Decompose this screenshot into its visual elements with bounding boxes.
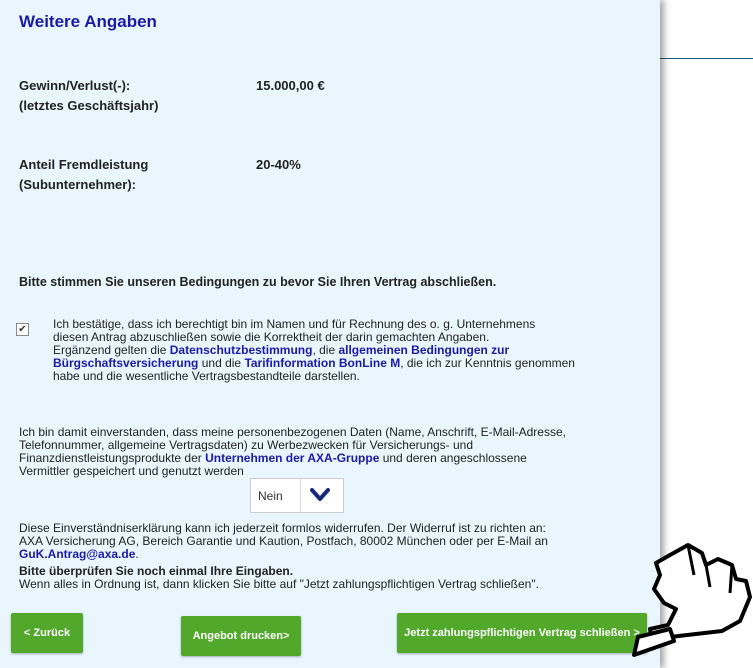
revocation-text-part: . <box>135 547 139 561</box>
marketing-line: Vermittler gespeichert und genutzt werden <box>19 464 244 478</box>
consent-heading: Bitte stimmen Sie unseren Bedingungen zu bevor Sie Ihren Vertrag abschließen. <box>19 275 497 289</box>
select-value: Nein <box>258 489 283 503</box>
field-label-line: (Subunternehmer): <box>19 177 136 192</box>
field-label-subcontractor <box>19 155 148 195</box>
marketing-text-part: und deren angeschlossene <box>379 451 527 465</box>
field-value-subcontractor: 20-40% <box>256 157 301 172</box>
tariff-info-link[interactable]: Tarifinformation BonLine M <box>244 356 401 370</box>
field-label-profit <box>19 76 158 116</box>
review-heading: Bitte überprüfen Sie noch einmal Ihre Eingaben. <box>19 564 294 578</box>
print-offer-button[interactable]: Angebot drucken> <box>181 616 301 656</box>
field-label-line: Gewinn/Verlust(-): <box>19 78 131 93</box>
revocation-text-part: AXA Versicherung AG, Bereich Garantie und Kaution, Postfach, 80002 München oder per E-Mail an <box>19 534 548 548</box>
revocation-line: Diese Einverständniserklärung kann ich jederzeit formlos widerrufen. Der Widerruf ist zu richten an: <box>19 521 546 535</box>
confirm-text-part: , die ich zur Kenntnis genommen <box>400 356 575 370</box>
confirm-line: diesen Antrag abzuschließen sowie die Korrektheit der darin gemachten Angaben. <box>53 330 490 344</box>
confirm-text <box>53 318 575 383</box>
confirm-text-part: und die <box>198 356 245 370</box>
review-text <box>19 565 539 591</box>
axa-group-link[interactable]: Unternehmen der AXA-Gruppe <box>205 451 380 465</box>
field-label-line: Anteil Fremdleistung <box>19 157 149 172</box>
revocation-line <box>19 535 660 561</box>
close-contract-button[interactable]: Jetzt zahlungspflichtigen Vertrag schließen > <box>397 613 647 653</box>
field-label-line: (letztes Geschäftsjahr) <box>19 98 159 113</box>
back-button[interactable]: < Zurück <box>11 613 83 653</box>
confirm-text-part: , die <box>312 343 339 357</box>
privacy-policy-link[interactable]: Datenschutzbestimmung <box>169 343 313 357</box>
header-divider-line <box>650 58 753 59</box>
marketing-consent-select[interactable] <box>250 478 344 513</box>
confirm-line: Ich bestätige, dass ich berechtigt bin im Namen und für Rechnung des o. g. Unternehmens <box>53 317 536 331</box>
pointing-hand-icon <box>630 525 753 665</box>
review-instruction: Wenn alles in Ordnung ist, dann klicken Sie bitte auf "Jetzt zahlungspflichtigen Vertrag schließen". <box>19 577 539 591</box>
confirm-text-part: Ergänzend gelten die <box>53 343 170 357</box>
marketing-consent-text <box>19 426 566 478</box>
select-divider <box>300 479 301 512</box>
general-terms-link-cont[interactable]: Bürgschaftsversicherung <box>53 356 199 370</box>
marketing-line: Telefonnummer, allgemeine Vertragsdaten) zu Werbezwecken für Versicherungs- und <box>19 438 474 452</box>
marketing-text-part: Finanzdienstleistungsprodukte der <box>19 451 206 465</box>
revocation-text <box>19 522 660 561</box>
chevron-down-icon[interactable] <box>309 487 331 503</box>
email-link[interactable]: GuK.Antrag@axa.de <box>19 547 136 561</box>
marketing-line: Ich bin damit einverstanden, dass meine personenbezogenen Daten (Name, Anschrift, E-Mail-Adresse, <box>19 425 566 439</box>
page-title: Weitere Angaben <box>19 12 157 31</box>
field-value-profit: 15.000,00 € <box>256 78 325 93</box>
confirm-checkbox[interactable]: ✔ <box>16 323 29 336</box>
confirm-line: habe und die wesentliche Vertragsbestandteile darstellen. <box>53 369 360 383</box>
general-terms-link[interactable]: allgemeinen Bedingungen zur <box>338 343 510 357</box>
